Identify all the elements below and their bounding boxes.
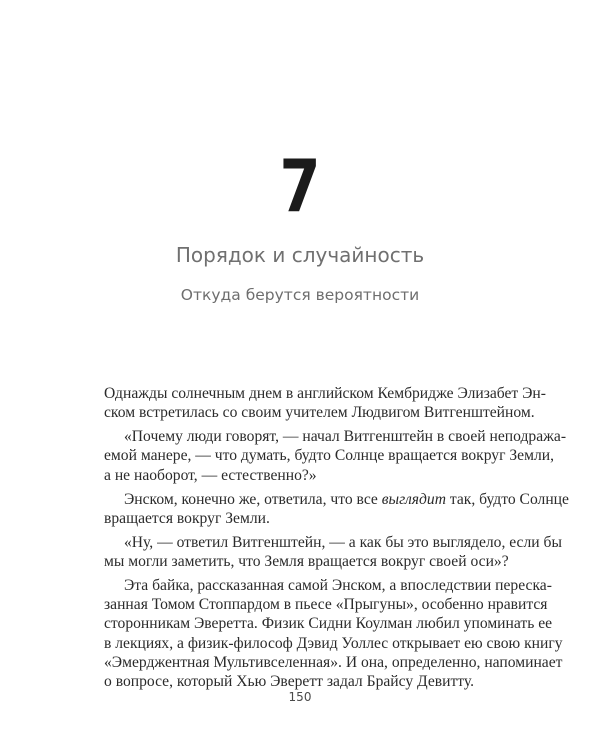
text-line: сторонникам Эверетта. Физик Сидни Коулман любил упоминать ее: [104, 615, 553, 633]
text-line: «Почему люди говорят, — начал Витгенштейн в своей неподража-: [124, 428, 567, 446]
paragraph-3: [104, 490, 569, 528]
text-segment: Энском, конечно же, ответила, что все: [124, 490, 382, 508]
emphasized-word: выглядит: [381, 490, 446, 508]
paragraph-1: [104, 384, 546, 422]
text-line: ском встретилась со своим учителем Людвигом Витгенштейном.: [104, 404, 535, 422]
chapter-number: 7: [279, 144, 321, 228]
text-line: о вопросе, который Хью Эверетт задал Брайсу Девитту.: [104, 673, 475, 691]
text-line: емой манере, — что думать, будто Солнце вращается вокруг Земли,: [104, 447, 555, 465]
text-line: «Эмерджентная Мультивселенная». И она, определенно, напоминает: [104, 653, 563, 671]
text-line: в лекциях, а физик-философ Дэвид Уоллес открывает ею свою книгу: [104, 634, 563, 652]
page-number: 150: [288, 690, 312, 704]
paragraph-2: [104, 427, 567, 485]
paragraph-4: [104, 533, 562, 571]
text-line: «Ну, — ответил Витгенштейн, — а как бы это выглядело, если бы: [124, 533, 562, 551]
text-line: а не наоборот, — естественно?»: [104, 466, 317, 484]
body-text: [104, 384, 569, 696]
text-segment: так, будто Солнце: [445, 490, 569, 508]
text-line: Однажды солнечным днем в английском Кембридже Элизабет Эн-: [104, 385, 546, 402]
text-line: [104, 490, 569, 509]
paragraph-5: [104, 576, 563, 691]
chapter-title: Порядок и случайность: [175, 243, 425, 267]
text-line: занная Томом Стоппардом в пьесе «Прыгуны», особенно нравится: [104, 596, 548, 614]
text-line: мы могли заметить, что Земля вращается вокруг своей оси»?: [104, 553, 509, 571]
text-line: вращается вокруг Земли.: [104, 509, 270, 527]
text-line: Эта байка, рассказанная самой Энском, а впоследствии переска-: [124, 577, 552, 595]
chapter-subtitle: Откуда берутся вероятности: [180, 286, 420, 304]
